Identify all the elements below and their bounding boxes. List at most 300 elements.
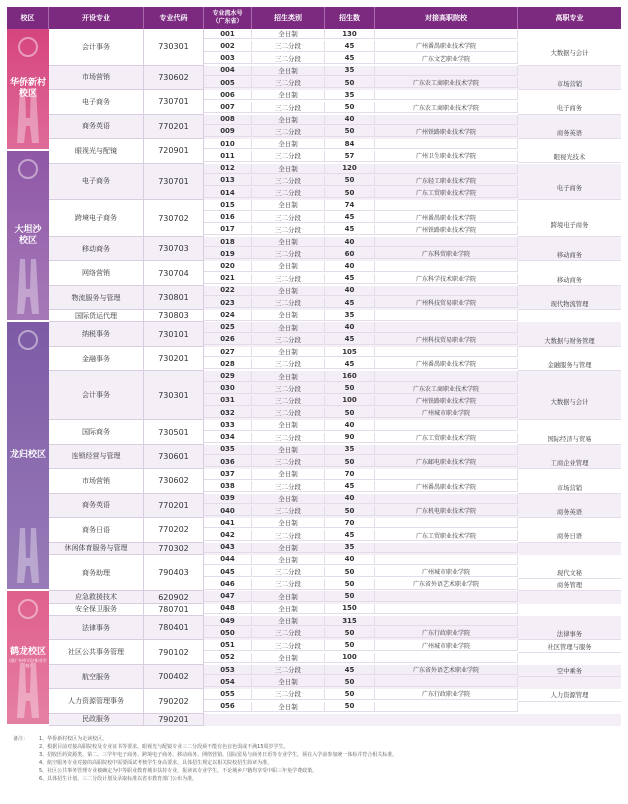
college-cell: 广东省外语艺术职业学院 [375,579,518,589]
num-cell: 50 [325,628,375,638]
num-cell: 50 [325,188,375,198]
seq-cell: 030 [204,384,252,394]
college-cell [375,115,518,125]
major-code: 730101 [144,322,204,346]
num-cell: 70 [325,469,375,479]
type-cell: 全日制 [252,555,325,565]
num-cell: 84 [325,139,375,149]
num-cell: 45 [325,212,375,222]
major-name: 休闲体育服务与管理 [49,543,144,555]
major-code: 730701 [144,90,204,114]
table-row [204,604,621,614]
college-cell: 广东工贸职业技术学院 [375,433,518,443]
table-row [204,677,621,687]
seq-cell: 054 [204,677,252,687]
seq-cell: 038 [204,481,252,491]
college-cell: 广东省外语艺术职业学院 [375,665,518,675]
num-cell: 50 [325,567,375,577]
major-code: 730602 [144,469,204,493]
num-cell: 35 [325,543,375,553]
type-cell: 全日制 [252,237,325,247]
seq-cell: 031 [204,396,252,406]
table-row [204,164,621,174]
major-name: 商务助理 [49,555,144,592]
num-cell: 130 [325,29,375,39]
major-name: 航空服务 [49,665,144,689]
seq-cell: 007 [204,102,252,112]
seq-cell: 051 [204,640,252,650]
seq-cell: 035 [204,445,252,455]
num-cell: 315 [325,616,375,626]
num-cell: 40 [325,261,375,271]
table-row [204,494,621,504]
type-cell: 全日制 [252,261,325,271]
college-cell [375,616,518,626]
major-name: 会计事务 [49,29,144,66]
major-name: 连锁经营与管理 [49,445,144,469]
type-cell: 三二分段 [252,359,325,369]
campus-cell [7,322,49,591]
table-row [204,469,621,479]
enrollment-table [7,7,621,726]
seq-cell: 013 [204,176,252,186]
major-code: 790201 [144,714,204,726]
college-cell [375,90,518,100]
type-cell: 三二分段 [252,212,325,222]
num-cell: 40 [325,286,375,296]
major-name: 商务日语 [49,518,144,542]
campus-emblem-icon [18,330,38,350]
note-item: 5、社区公共事务管理专业被确定为中等职业教育城市扶持专业，报读该专业学生，不论城乡户籍均享受中职三年免学费政策。 [39,768,318,774]
campus-name: 大坦沙 校区 [14,224,42,246]
type-cell: 三二分段 [252,567,325,577]
num-cell: 45 [325,665,375,675]
num-cell: 45 [325,481,375,491]
major-code: 730701 [144,164,204,201]
college-cell [375,702,518,712]
num-cell: 50 [325,591,375,601]
num-cell: 70 [325,518,375,528]
major-name: 商务英语 [49,115,144,139]
college-cell: 广东机电职业技术学院 [375,506,518,516]
table-row [204,555,621,565]
table-row [204,237,621,247]
bridge-major: 商务英语 [518,506,621,518]
seq-cell: 048 [204,604,252,614]
seq-cell: 046 [204,579,252,589]
college-cell: 广州城市职业学院 [375,408,518,418]
bridge-major: 国际经济与贸易 [518,433,621,445]
header-seq: 专业流水号 （广东省） [204,7,252,29]
college-cell [375,371,518,381]
major-name: 金融事务 [49,347,144,371]
seq-cell: 008 [204,115,252,125]
gate-icon [17,663,39,718]
seq-cell: 042 [204,530,252,540]
major-code: 730301 [144,371,204,420]
college-cell [375,469,518,479]
type-cell: 三二分段 [252,298,325,308]
seq-cell: 036 [204,457,252,467]
bridge-major: 移动商务 [518,274,621,286]
seq-cell: 002 [204,41,252,51]
college-cell [375,164,518,174]
num-cell: 50 [325,689,375,699]
note-item: 6、具体招生计划、三二分段计划及录取标准以省市教育部门公布为准。 [39,776,198,782]
major-code: 790102 [144,640,204,664]
table-row [204,420,621,430]
seq-cell: 037 [204,469,252,479]
major-name: 物流服务与管理 [49,286,144,310]
campus-name: 华侨新村 校区 [9,78,46,100]
seq-cell: 025 [204,322,252,332]
num-cell: 105 [325,347,375,357]
major-code: 730601 [144,445,204,469]
seq-cell: 010 [204,139,252,149]
seq-cell: 050 [204,628,252,638]
college-cell [375,518,518,528]
num-cell: 45 [325,274,375,284]
num-cell: 50 [325,457,375,467]
type-cell: 全日制 [252,445,325,455]
type-cell: 三二分段 [252,408,325,418]
num-cell: 50 [325,702,375,712]
note-item: 1、华侨新村校区为走读校区。 [39,736,108,742]
major-code: 730702 [144,200,204,237]
bridge-major: 人力资源管理 [518,689,621,701]
table-body [7,29,621,726]
major-code: 730602 [144,66,204,90]
type-cell: 全日制 [252,653,325,663]
major-name: 移动商务 [49,237,144,261]
gate-icon [17,528,39,583]
header-type: 招生类别 [252,7,325,29]
bridge-major: 现代物流管理 [518,298,621,310]
campus-emblem-icon [18,37,38,57]
type-cell: 三二分段 [252,481,325,491]
major-code: 780401 [144,616,204,640]
seq-cell: 027 [204,347,252,357]
num-cell: 40 [325,237,375,247]
seq-cell: 041 [204,518,252,528]
table-row [204,653,621,663]
major-code: 770302 [144,543,204,555]
seq-cell: 056 [204,702,252,712]
bridge-major: 眼视光技术 [518,151,621,163]
major-name: 国际货运代理 [49,310,144,322]
type-cell: 全日制 [252,543,325,553]
seq-cell: 011 [204,151,252,161]
num-cell: 100 [325,396,375,406]
college-cell [375,347,518,357]
type-cell: 三二分段 [252,640,325,650]
num-cell: 50 [325,78,375,88]
note-item: 2、根据目前对接高职院校及专业证书等要求，眼视光与配镜专业三二分段须不能有色盲色弱或不满15周岁学生。 [39,744,289,750]
major-name: 人力资源管理事务 [49,689,144,713]
college-cell: 广州卫生职业技术学院 [375,151,518,161]
type-cell: 三二分段 [252,225,325,235]
bridge-major: 移动商务 [518,249,621,261]
seq-cell: 043 [204,543,252,553]
college-cell: 广州科技贸易职业学院 [375,298,518,308]
bridge-major: 社区管理与服务 [518,640,621,652]
type-cell: 三二分段 [252,41,325,51]
type-cell: 全日制 [252,200,325,210]
type-cell: 三二分段 [252,384,325,394]
major-code: 720901 [144,139,204,163]
college-cell [375,420,518,430]
num-cell: 50 [325,579,375,589]
header-num: 招生数 [325,7,375,29]
major-name: 会计事务 [49,371,144,420]
num-cell: 35 [325,445,375,455]
major-name: 电子商务 [49,90,144,114]
seq-cell: 034 [204,433,252,443]
num-cell: 100 [325,653,375,663]
num-cell: 60 [325,249,375,259]
type-cell: 三二分段 [252,457,325,467]
table-row [204,29,621,39]
seq-cell: 019 [204,249,252,259]
college-cell [375,322,518,332]
type-cell: 三二分段 [252,274,325,284]
seq-cell: 001 [204,29,252,39]
college-cell [375,543,518,553]
major-code: 770201 [144,494,204,518]
major-code: 730201 [144,347,204,371]
type-cell: 全日制 [252,702,325,712]
type-cell: 全日制 [252,29,325,39]
college-cell: 广州科技贸易职业学院 [375,335,518,345]
type-cell: 全日制 [252,469,325,479]
table-row [204,200,621,210]
num-cell: 50 [325,640,375,650]
seq-cell: 009 [204,127,252,137]
num-cell: 50 [325,677,375,687]
seq-cell: 017 [204,225,252,235]
table-row [204,591,621,601]
type-cell: 全日制 [252,420,325,430]
college-cell: 广东农工商职业技术学院 [375,384,518,394]
notes-label: 备注： [13,736,29,742]
seq-cell: 014 [204,188,252,198]
bridge-major: 大数据与财务管理 [518,335,621,347]
type-cell: 全日制 [252,286,325,296]
type-cell: 全日制 [252,591,325,601]
seq-cell: 052 [204,653,252,663]
seq-cell: 053 [204,665,252,675]
campus-cell [7,29,49,151]
college-cell [375,286,518,296]
seq-cell: 015 [204,200,252,210]
college-cell [375,604,518,614]
major-name: 国际商务 [49,420,144,444]
college-cell [375,237,518,247]
college-cell: 广东科学技术职业学院 [375,274,518,284]
college-cell: 广州铁路职业技术学院 [375,396,518,406]
num-cell: 50 [325,102,375,112]
table-row [204,371,621,381]
table-header [7,7,621,29]
bridge-major: 空中乘务 [518,665,621,677]
table-row [204,543,621,553]
num-cell: 45 [325,53,375,63]
bridge-major: 大数据与会计 [518,41,621,65]
type-cell: 全日制 [252,66,325,76]
campus-subtitle: (原广州市司法职业学校) [9,658,47,669]
college-cell [375,310,518,320]
notes-list [39,735,617,783]
seq-cell: 006 [204,90,252,100]
type-cell: 全日制 [252,310,325,320]
college-cell [375,445,518,455]
college-cell: 广州铁路职业技术学院 [375,127,518,137]
college-cell: 广州铁路职业技术学院 [375,225,518,235]
header-college: 对接高职院校 [375,7,518,29]
num-cell: 35 [325,90,375,100]
num-cell: 50 [325,384,375,394]
bridge-major: 商务英语 [518,127,621,139]
college-cell: 广东行政职业学院 [375,689,518,699]
type-cell: 三二分段 [252,579,325,589]
college-cell: 广州番禺职业技术学院 [375,359,518,369]
header-bridge: 高职专业 [555,14,584,22]
campus-emblem-icon [18,159,38,179]
seq-cell: 040 [204,506,252,516]
major-name: 社区公共事务管理 [49,640,144,664]
college-cell [375,494,518,504]
table-row [204,90,621,100]
bridge-major: 商务日语 [518,530,621,542]
major-code: 730501 [144,420,204,444]
type-cell: 三二分段 [252,53,325,63]
note-item: 4、航空服务专业对接的高职院校中需要面试考核学生身高要求，具体招生规定以相关院校招生简章为准。 [39,760,273,766]
num-cell: 160 [325,371,375,381]
type-cell: 全日制 [252,90,325,100]
bridge-major: 法律事务 [518,628,621,640]
college-cell [375,66,518,76]
seq-cell: 005 [204,78,252,88]
num-cell: 45 [325,530,375,540]
type-cell: 全日制 [252,115,325,125]
table-row [204,518,621,528]
seq-cell: 026 [204,335,252,345]
num-cell: 50 [325,408,375,418]
table-row [204,115,621,125]
num-cell: 40 [325,555,375,565]
bridge-major: 工商企业管理 [518,457,621,469]
type-cell: 三二分段 [252,151,325,161]
major-code: 700402 [144,665,204,689]
college-cell: 广东邮电职业技术学院 [375,457,518,467]
table-row [204,139,621,149]
college-cell: 广州城市职业学院 [375,567,518,577]
major-name: 民政服务 [49,714,144,726]
type-cell: 三二分段 [252,335,325,345]
college-cell [375,677,518,687]
num-cell: 45 [325,298,375,308]
num-cell: 40 [325,494,375,504]
type-cell: 全日制 [252,371,325,381]
header-campus: 校区 [7,7,49,29]
type-cell: 三二分段 [252,433,325,443]
num-cell: 45 [325,359,375,369]
bridge-major: 商务管理 [518,579,621,591]
type-cell: 三二分段 [252,188,325,198]
num-cell: 45 [325,41,375,51]
major-code: 730803 [144,310,204,322]
seq-cell: 024 [204,310,252,320]
bridge-major: 大数据与会计 [518,384,621,421]
type-cell: 全日制 [252,616,325,626]
campus-name: 龙归校区 [9,450,46,461]
table-row [204,445,621,455]
major-code: 730704 [144,261,204,285]
table-row [204,310,621,320]
seq-cell: 028 [204,359,252,369]
college-cell: 广东行政职业学院 [375,628,518,638]
college-cell [375,139,518,149]
seq-cell: 018 [204,237,252,247]
college-cell [375,555,518,565]
num-cell: 57 [325,151,375,161]
num-cell: 45 [325,225,375,235]
type-cell: 三二分段 [252,396,325,406]
type-cell: 全日制 [252,164,325,174]
table-row [204,261,621,271]
campus-cell [7,151,49,322]
gate-icon [17,259,39,314]
num-cell: 150 [325,604,375,614]
num-cell: 90 [325,433,375,443]
major-code: 730703 [144,237,204,261]
college-cell: 广州番禺职业技术学院 [375,481,518,491]
bridge-major: 市场营销 [518,78,621,90]
college-cell: 广州城市职业学院 [375,640,518,650]
type-cell: 全日制 [252,322,325,332]
type-cell: 三二分段 [252,102,325,112]
campus-name: 鹤龙校区 (原广州市司法职业学校) [7,647,49,668]
college-cell: 广州番禺职业技术学院 [375,41,518,51]
college-cell: 广东科贸职业学院 [375,249,518,259]
bridge-major: 电子商务 [518,102,621,114]
seq-cell: 023 [204,298,252,308]
seq-cell: 047 [204,591,252,601]
major-code: 770202 [144,518,204,542]
seq-cell: 004 [204,66,252,76]
header-code: 专业代码 [144,7,204,29]
major-name: 眼视光与配镜 [49,139,144,163]
num-cell: 120 [325,164,375,174]
num-cell: 50 [325,506,375,516]
seq-cell: 020 [204,261,252,271]
major-name: 安全保卫服务 [49,604,144,616]
college-cell: 广东轻工职业技术学院 [375,176,518,186]
major-code: 780701 [144,604,204,616]
type-cell: 全日制 [252,604,325,614]
type-cell: 全日制 [252,518,325,528]
table-row [204,616,621,626]
college-cell [375,261,518,271]
college-cell: 广州番禺职业技术学院 [375,212,518,222]
table-row [204,702,621,712]
major-code: 730801 [144,286,204,310]
num-cell: 40 [325,420,375,430]
college-cell: 广东文艺职业学院 [375,53,518,63]
seq-cell: 016 [204,212,252,222]
seq-cell: 033 [204,420,252,430]
college-cell [375,200,518,210]
